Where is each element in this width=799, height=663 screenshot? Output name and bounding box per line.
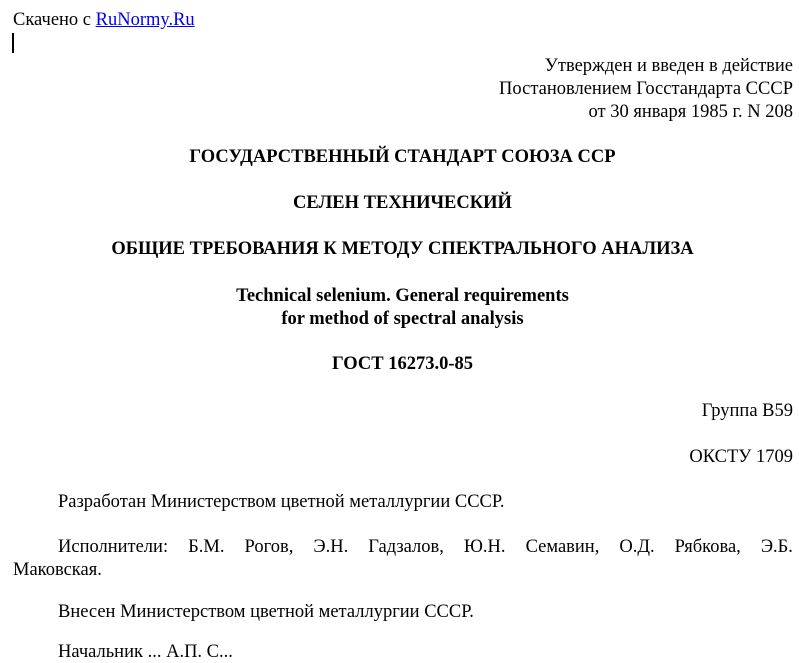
executors-word: Рябкова, — [674, 537, 741, 557]
executors-word: Гадзалов, — [368, 537, 444, 557]
executors-word: О.Д. — [619, 537, 655, 557]
download-prefix: Скачено с — [13, 10, 96, 30]
english-title-line-2: for method of spectral analysis — [281, 309, 524, 329]
cut-off-paragraph: Начальник ... А.П. С... — [58, 642, 233, 662]
approval-line-1: Утвержден и введен в действие — [544, 56, 793, 76]
requirements-heading: ОБЩИЕ ТРЕБОВАНИЯ К МЕТОДУ СПЕКТРАЛЬНОГО АНАЛИЗА — [111, 239, 694, 259]
group-code: Группа B59 — [701, 401, 793, 421]
approval-line-2: Постановлением Госстандарта СССР — [499, 79, 793, 99]
source-link[interactable]: RuNormy.Ru — [95, 10, 195, 30]
executors-word: Э.Н. — [313, 537, 349, 557]
executors-word: Рогов, — [244, 537, 294, 557]
executors-word: Ю.Н. — [463, 537, 506, 557]
introduced-by-paragraph: Внесен Министерством цветной металлургии СССР. — [58, 602, 474, 622]
executors-word: Б.М. — [188, 537, 225, 557]
standard-number: ГОСТ 16273.0-85 — [331, 354, 474, 374]
executors-paragraph-line-2: Маковская. — [13, 560, 102, 580]
developed-by-paragraph: Разработан Министерством цветной металлургии СССР. — [58, 492, 505, 512]
approval-line-3: от 30 января 1985 г. N 208 — [588, 102, 793, 122]
okstu-code: ОКСТУ 1709 — [689, 447, 793, 467]
executors-word: Семавин, — [525, 537, 600, 557]
executors-word: Исполнители: — [58, 537, 169, 557]
standard-heading: ГОСУДАРСТВЕННЫЙ СТАНДАРТ СОЮЗА ССР — [189, 147, 616, 167]
subject-heading: СЕЛЕН ТЕХНИЧЕСКИЙ — [293, 193, 512, 213]
text-cursor — [12, 33, 14, 53]
english-title-line-1: Technical selenium. General requirements — [236, 286, 569, 306]
executors-word: Э.Б. — [760, 537, 793, 557]
executors-paragraph-line-1 — [58, 536, 793, 558]
download-source-line — [13, 9, 195, 31]
